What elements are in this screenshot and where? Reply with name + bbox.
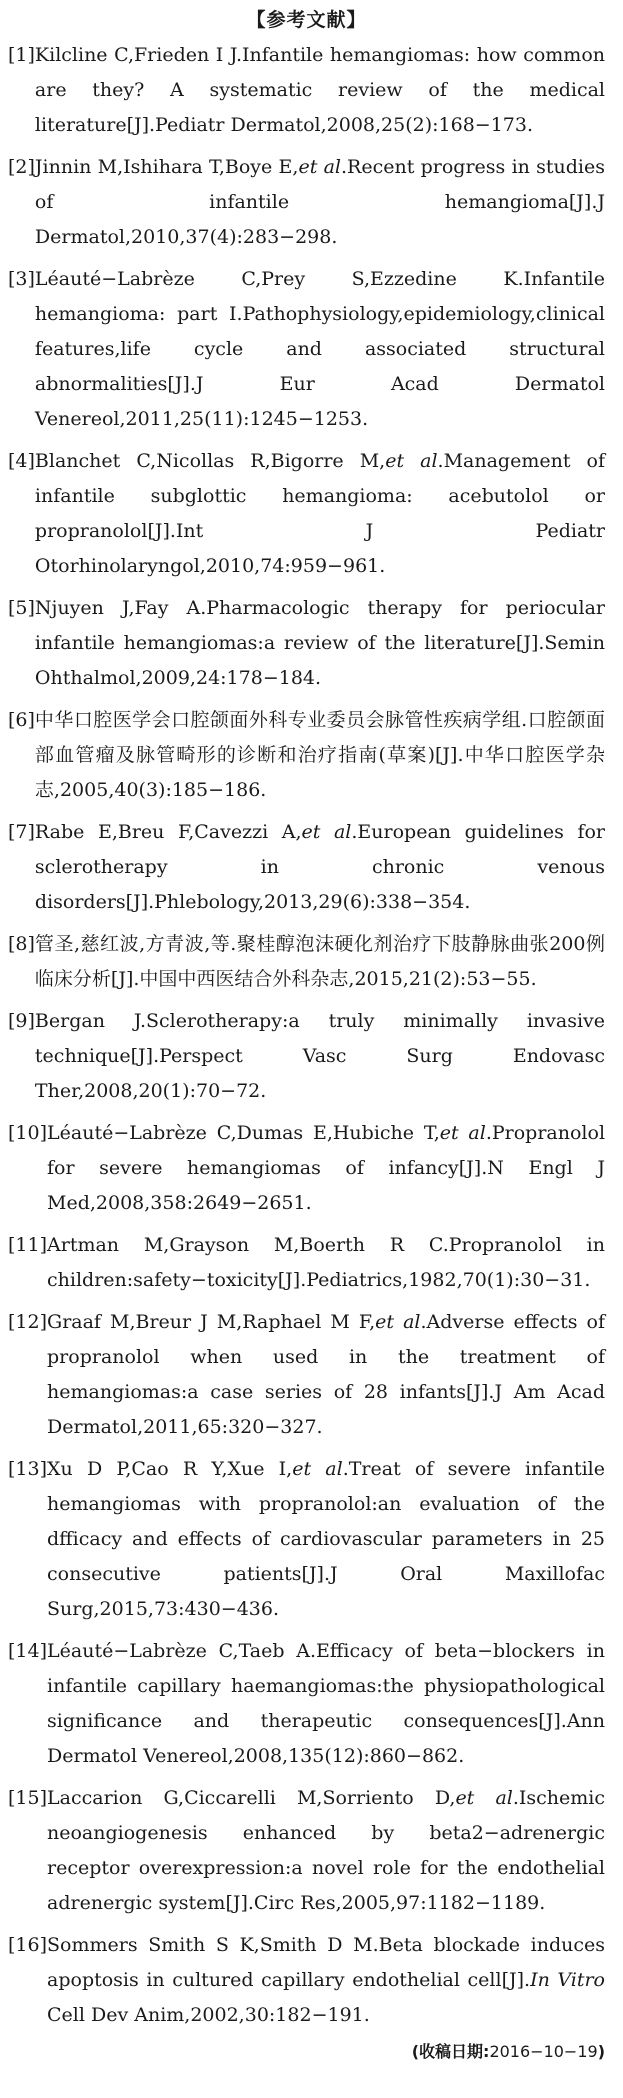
reference-number: [10] xyxy=(8,1122,48,1144)
reference-text-segment: 中华口腔医学会口腔颌面外科专业委员会脉管性疾病学组.口腔颌面部血管瘤及脉管畸形的诊断和治疗指南(草案)[J].中华口腔医学杂志,2005,40(3):185−186. xyxy=(34,709,605,801)
reference-number: [13] xyxy=(8,1458,48,1480)
reference-item xyxy=(8,927,605,997)
reference-text xyxy=(47,1452,605,1627)
reference-number: [14] xyxy=(8,1640,48,1662)
reference-number: [5] xyxy=(8,597,35,619)
reference-italic-text: et al xyxy=(375,1311,421,1333)
reference-item xyxy=(8,1452,605,1627)
reference-number: [2] xyxy=(8,156,35,178)
reference-item xyxy=(8,1781,605,1921)
reference-text xyxy=(47,1781,605,1921)
reference-item xyxy=(8,38,605,143)
reference-text-segment: Xu D P,Cao R Y,Xue I, xyxy=(47,1458,293,1480)
reference-list xyxy=(8,38,605,2033)
reference-text xyxy=(35,1004,605,1109)
reference-text xyxy=(47,1305,605,1445)
reference-text xyxy=(35,444,605,584)
received-date-close: ) xyxy=(597,2042,605,2061)
received-date xyxy=(8,2038,605,2066)
reference-number: [8] xyxy=(8,933,35,955)
reference-text-segment: .European guidelines for sclerotherapy in chronic venous disorders[J].Phlebology,2013,29(6):338−354. xyxy=(34,821,605,913)
reference-item xyxy=(8,262,605,437)
reference-number: [15] xyxy=(8,1787,48,1809)
reference-text-segment: .Recent progress in studies of infantile hemangioma[J].J Dermatol,2010,37(4):283−298. xyxy=(34,156,606,248)
reference-text xyxy=(47,1228,605,1298)
reference-text xyxy=(35,262,605,437)
reference-text-segment: Artman M,Grayson M,Boerth R C.Propranolol in children:safety−toxicity[J].Pediatrics,1982,70(1):30−31. xyxy=(47,1234,605,1291)
reference-number: [3] xyxy=(8,268,35,290)
reference-text xyxy=(47,1116,605,1221)
reference-italic-text: et al xyxy=(439,1122,486,1144)
reference-text xyxy=(35,591,605,696)
reference-text xyxy=(35,150,605,255)
reference-text-segment: Laccarion G,Ciccarelli M,Sorriento D, xyxy=(47,1787,456,1809)
reference-text xyxy=(35,703,605,808)
reference-italic-text: et al xyxy=(301,821,352,843)
reference-italic-text: In Vitro xyxy=(530,1969,606,1991)
reference-item xyxy=(8,1305,605,1445)
reference-number: [11] xyxy=(8,1234,48,1256)
reference-number: [9] xyxy=(8,1010,35,1032)
reference-text-segment: Kilcline C,Frieden I J.Infantile hemangiomas: how common are they? A systematic review of the medical literature[J].Pediatr Dermatol,2008,25(2):168−173. xyxy=(34,44,605,136)
reference-text-segment: Graaf M,Breur J M,Raphael M F, xyxy=(47,1311,376,1333)
reference-text xyxy=(35,38,605,143)
reference-text-segment: Cell Dev Anim,2002,30:182−191. xyxy=(47,2004,370,2026)
reference-italic-text: et al xyxy=(455,1787,513,1809)
reference-number: [16] xyxy=(8,1934,48,1956)
reference-item xyxy=(8,1116,605,1221)
reference-text-segment: .Ischemic neoangiogenesis enhanced by beta2−adrenergic receptor overexpression:a novel role for the endothelial adrenergic system[J].Circ Res,2005,97:1182−1189. xyxy=(47,1787,605,1914)
reference-item xyxy=(8,444,605,584)
reference-item xyxy=(8,1634,605,1774)
reference-italic-text: et al xyxy=(292,1458,343,1480)
reference-item xyxy=(8,150,605,255)
reference-item xyxy=(8,1928,605,2033)
reference-text-segment: Léauté−Labrèze C,Prey S,Ezzedine K.Infantile hemangioma: part I.Pathophysiology,epidemiology,clinical features,life cycle and associated structural abnormalities[J].J Eur Acad Dermatol Venereol,2011,25(11):1245−1253. xyxy=(34,268,605,430)
reference-item xyxy=(8,815,605,920)
received-date-value: 2016−10−19 xyxy=(489,2042,598,2061)
reference-item xyxy=(8,591,605,696)
reference-text-segment: Blanchet C,Nicollas R,Bigorre M, xyxy=(34,450,386,472)
reference-item xyxy=(8,703,605,808)
reference-italic-text: et al xyxy=(298,156,342,178)
reference-item xyxy=(8,1004,605,1109)
reference-number: [4] xyxy=(8,450,35,472)
reference-italic-text: et al xyxy=(385,450,438,472)
reference-number: [6] xyxy=(8,709,35,731)
reference-text xyxy=(47,1928,605,2033)
reference-text-segment: .Management of infantile subglottic hemangioma: acebutolol or propranolol[J].Int J Pediatr Otorhinolaryngol,2010,74:959−961. xyxy=(34,450,605,577)
reference-text-segment: Njuyen J,Fay A.Pharmacologic therapy for periocular infantile hemangiomas:a review of the literature[J].Semin Ohthalmol,2009,24:178−184. xyxy=(34,597,605,689)
reference-text-segment: 管圣,慈红波,方青波,等.聚桂醇泡沫硬化剂治疗下肢静脉曲张200例临床分析[J].中国中西医结合外科杂志,2015,21(2):53−55. xyxy=(34,933,605,990)
reference-text-segment: Jinnin M,Ishihara T,Boye E, xyxy=(34,156,299,178)
reference-text-segment: Léauté−Labrèze C,Dumas E,Hubiche T, xyxy=(47,1122,440,1144)
reference-text-segment: Rabe E,Breu F,Cavezzi A, xyxy=(34,821,302,843)
reference-text xyxy=(35,927,605,997)
reference-number: [7] xyxy=(8,821,35,843)
reference-text-segment: Léauté−Labrèze C,Taeb A.Efficacy of beta−blockers in infantile capillary haemangiomas:the physiopathological significance and therapeutic consequences[J].Ann Dermatol Venereol,2008,135(12):860−862. xyxy=(47,1640,605,1767)
reference-text-segment: Sommers Smith S K,Smith D M.Beta blockade induces apoptosis in cultured capillary endothelial cell[J]. xyxy=(47,1934,605,1991)
received-date-label: (收稿日期: xyxy=(411,2042,490,2061)
reference-text-segment: Bergan J.Sclerotherapy:a truly minimally invasive technique[J].Perspect Vasc Surg Endovasc Ther,2008,20(1):70−72. xyxy=(34,1010,605,1102)
reference-text-segment: .Propranolol for severe hemangiomas of infancy[J].N Engl J Med,2008,358:2649−2651. xyxy=(47,1122,606,1214)
reference-text-segment: .Adverse effects of propranolol when used in the treatment of hemangiomas:a case series of 28 infants[J].J Am Acad Dermatol,2011,65:320−327. xyxy=(47,1311,605,1438)
reference-item xyxy=(8,1228,605,1298)
reference-text xyxy=(47,1634,605,1774)
references-heading: 【参考文献】 xyxy=(246,9,367,31)
reference-text xyxy=(35,815,605,920)
reference-number: [1] xyxy=(8,44,35,66)
reference-number: [12] xyxy=(8,1311,48,1333)
reference-text-segment: .Treat of severe infantile hemangiomas with propranolol:an evaluation of the dfficacy and effects of cardiovascular parameters in 25 consecutive patients[J].J Oral Maxillofac Surg,2015,73:430−436. xyxy=(47,1458,606,1620)
